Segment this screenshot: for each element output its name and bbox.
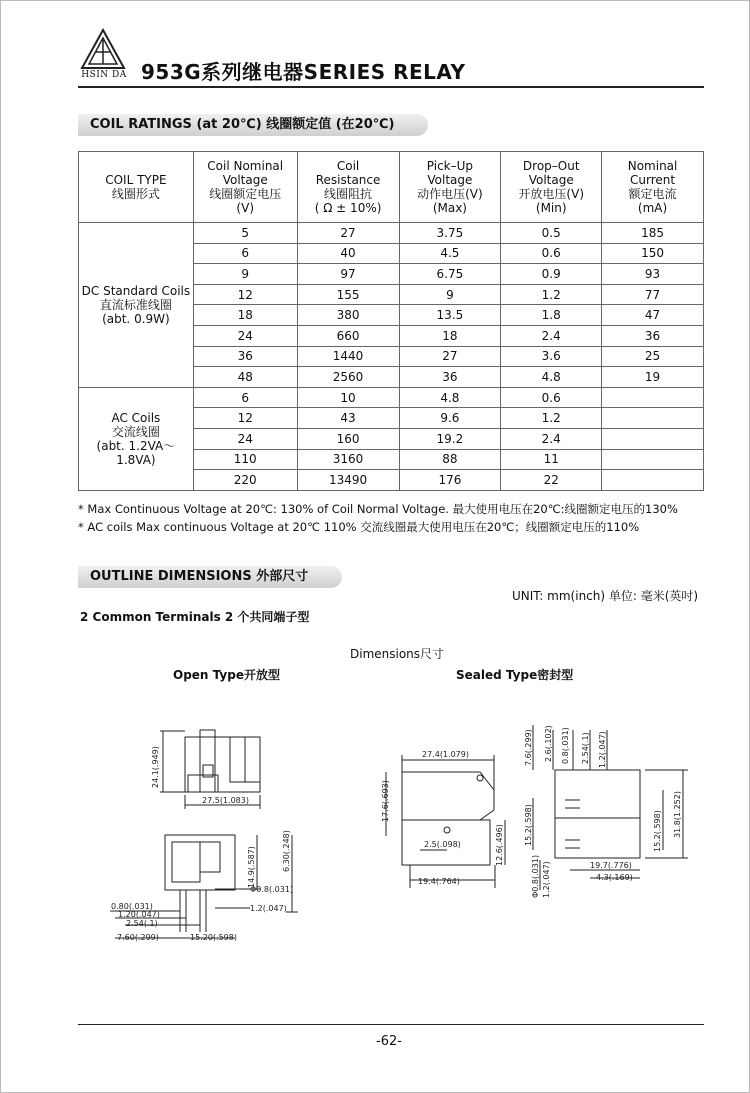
open-label-1-20: 1.20(.047) [118, 910, 160, 919]
table-cell: 0.6 [501, 387, 602, 408]
sealed-type-front-view [386, 755, 505, 888]
open-label-24-1: 24.1(.949) [151, 746, 160, 788]
sealed-label-1-2: 1.2(.047) [598, 731, 607, 768]
table-cell: 2.4 [501, 428, 602, 449]
sealed-label-27-4: 27.4(1.079) [422, 750, 469, 759]
table-cell: 176 [399, 470, 501, 491]
coil-type-cell: DC Standard Coils 直流标准线圈 (abt. 0.9W) [79, 223, 194, 388]
table-cell: 1.8 [501, 305, 602, 326]
section-coil-ratings: COIL RATINGS (at 20℃) 线圈额定值 (在20℃) [78, 114, 428, 136]
terminals-label: 2 Common Terminals 2 个共同端子型 [80, 610, 310, 624]
table-cell: 97 [297, 264, 399, 285]
header-resistance: Coil Resistance 线圈阻抗 ( Ω ± 10%) [297, 152, 399, 223]
table-cell: 12 [193, 408, 297, 429]
sealed-type-label: Sealed Type密封型 [456, 668, 574, 682]
sealed-label-2-54: 2.54(.1) [581, 732, 590, 764]
sealed-label-19-4: 19.4(.764) [418, 877, 460, 886]
open-label-14-9: 14.9(.587) [247, 846, 256, 888]
page-title: 953G系列继电器SERIES RELAY [141, 60, 466, 84]
open-label-2-54: 2.54(.1) [126, 919, 158, 928]
table-cell: 4.8 [399, 387, 501, 408]
open-label-27-5: 27.5(1.083) [202, 796, 249, 805]
sealed-label-1-2b: 1.2(.047) [542, 861, 551, 898]
footer-rule [78, 1024, 704, 1025]
table-cell: 220 [193, 470, 297, 491]
table-cell: 160 [297, 428, 399, 449]
header-nominal-voltage: Coil Nominal Voltage 线圈额定电压 (V) [193, 152, 297, 223]
table-cell: 36 [193, 346, 297, 367]
note-max-voltage: * Max Continuous Voltage at 20℃: 130% of Coil Normal Voltage. 最大使用电压在20℃:线圈额定电压的130% [78, 502, 678, 516]
table-cell: 48 [193, 367, 297, 388]
table-cell: 6.75 [399, 264, 501, 285]
note-ac-voltage: * AC coils Max continuous Voltage at 20℃ 110% 交流线圈最大使用电压在20℃；线圈额定电压的110% [78, 520, 640, 534]
table-cell: 40 [297, 243, 399, 264]
table-cell: 43 [297, 408, 399, 429]
logo-text: HSIN DA [81, 70, 127, 80]
table-cell: 4.8 [501, 367, 602, 388]
sealed-label-31-8: 31.8(1.252) [673, 791, 682, 838]
table-cell: 660 [297, 325, 399, 346]
table-cell: 18 [193, 305, 297, 326]
header-nominal-current: Nominal Current 额定电流 (mA) [602, 152, 704, 223]
table-cell: 19.2 [399, 428, 501, 449]
table-cell: 9.6 [399, 408, 501, 429]
coil-type-cell: AC Coils 交流线圈 (abt. 1.2VA～1.8VA) [79, 387, 194, 490]
table-cell: 2560 [297, 367, 399, 388]
open-label-6-30: 6.30(.248) [282, 830, 291, 872]
sealed-label-4-3: 4.3(.169) [596, 873, 633, 882]
header-coil-type: COIL TYPE 线圈形式 [79, 152, 194, 223]
table-cell: 9 [399, 284, 501, 305]
table-cell: 12 [193, 284, 297, 305]
sealed-label-15-2b: 15.2(.598) [653, 810, 662, 852]
table-cell: 3.6 [501, 346, 602, 367]
sealed-label-phi08: Φ0.8(.031) [531, 854, 540, 898]
table-cell: 1440 [297, 346, 399, 367]
open-label-15-20: 15.20(.598) [190, 933, 237, 942]
table-cell: 2.4 [501, 325, 602, 346]
table-cell: 1.2 [501, 284, 602, 305]
header-pickup-voltage: Pick–Up Voltage 动作电压(V) (Max) [399, 152, 501, 223]
sealed-label-12-6: 12.6(.496) [495, 824, 504, 866]
table-cell: 3160 [297, 449, 399, 470]
table-cell: 380 [297, 305, 399, 326]
table-cell: 11 [501, 449, 602, 470]
table-cell: 9 [193, 264, 297, 285]
table-cell: 5 [193, 223, 297, 244]
table-cell: 0.9 [501, 264, 602, 285]
table-cell: 36 [399, 367, 501, 388]
header-dropout-voltage: Drop–Out Voltage 开放电压(V) (Min) [501, 152, 602, 223]
sealed-label-2-6: 2.6(.102) [544, 725, 553, 762]
open-label-phi08: Φ0.8(.031) [250, 885, 294, 894]
sealed-label-19-7: 19.7(.776) [590, 861, 632, 870]
table-cell: 6 [193, 243, 297, 264]
unit-label: UNIT: mm(inch) 单位: 毫米(英吋) [512, 589, 699, 603]
open-label-1-2: 1.2(.047) [250, 904, 287, 913]
table-cell: 0.5 [501, 223, 602, 244]
table-cell: 6 [193, 387, 297, 408]
table-cell: 0.6 [501, 243, 602, 264]
table-cell: 18 [399, 325, 501, 346]
table-cell: 24 [193, 325, 297, 346]
sealed-label-7-6: 7.6(.299) [524, 729, 533, 766]
table-cell: 36 [602, 325, 704, 346]
sealed-label-0-8: 0.8(.031) [561, 727, 570, 764]
table-cell: 77 [602, 284, 704, 305]
sealed-label-17-6: 17.6(.693) [381, 780, 390, 822]
table-cell: 27 [297, 223, 399, 244]
open-type-label: Open Type开放型 [173, 668, 280, 682]
table-cell: 150 [602, 243, 704, 264]
table-cell: 185 [602, 223, 704, 244]
table-cell: 110 [193, 449, 297, 470]
section-outline-dimensions: OUTLINE DIMENSIONS 外部尺寸 [78, 566, 342, 588]
table-cell: 25 [602, 346, 704, 367]
sealed-label-15-2a: 15.2(.598) [524, 804, 533, 846]
table-cell: 88 [399, 449, 501, 470]
dimensions-label: Dimensions尺寸 [350, 647, 445, 661]
table-cell: 10 [297, 387, 399, 408]
table-cell: 155 [297, 284, 399, 305]
table-cell: 93 [602, 264, 704, 285]
page-number: -62- [376, 1034, 402, 1049]
table-cell: 27 [399, 346, 501, 367]
sealed-label-2-5: 2.5(.098) [424, 840, 461, 849]
table-cell: 47 [602, 305, 704, 326]
table-cell: 22 [501, 470, 602, 491]
open-label-0-80: 0.80(.031) [111, 902, 153, 911]
table-cell: 13490 [297, 470, 399, 491]
table-cell: 3.75 [399, 223, 501, 244]
open-label-7-60: 7.60(.299) [117, 933, 159, 942]
table-cell: 19 [602, 367, 704, 388]
table-cell: 13.5 [399, 305, 501, 326]
table-cell: 1.2 [501, 408, 602, 429]
table-cell: 24 [193, 428, 297, 449]
table-cell: 4.5 [399, 243, 501, 264]
